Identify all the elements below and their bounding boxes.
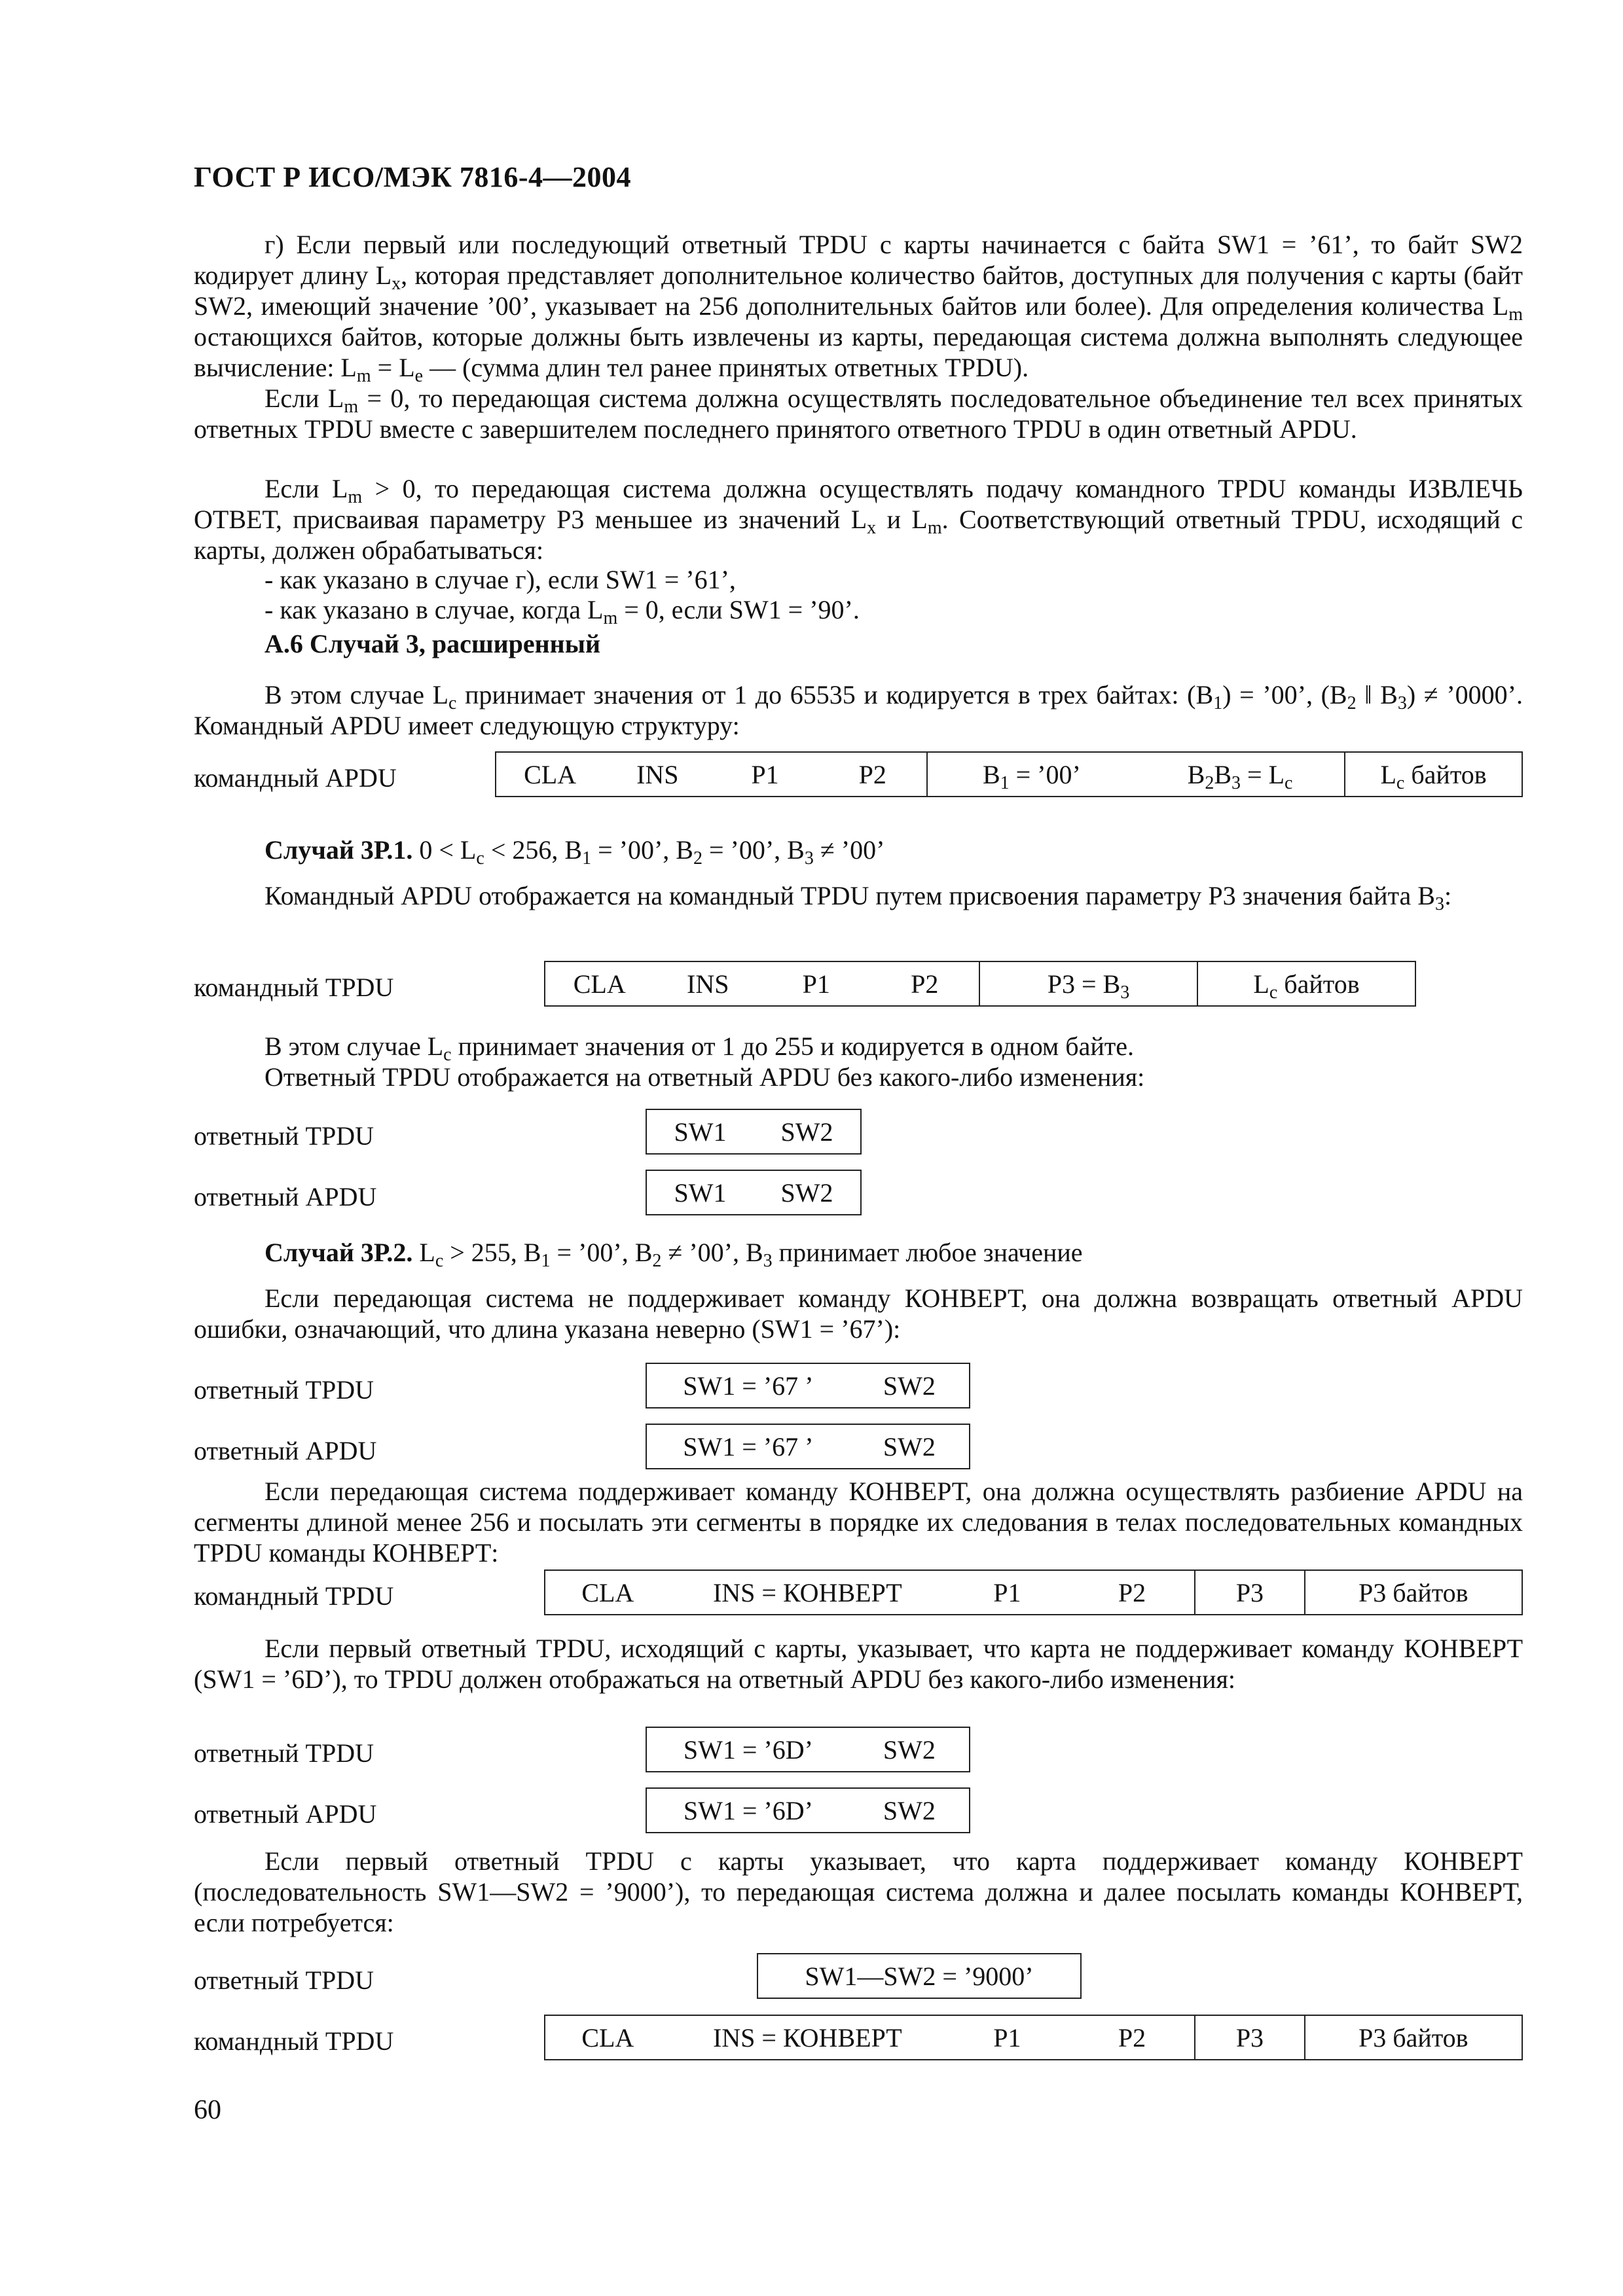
subscript: 3 xyxy=(1434,894,1444,914)
paragraph-3e2-c: Если первый ответный TPDU, исходящий с карты, указывает, что карта не поддерживает команду КОНВЕРТ (SW1 = ’6D’), то TPDU должен отображаться на ответный APDU без какого-либо изменения: xyxy=(194,1634,1523,1694)
text: = 0, то передающая система должна осуществлять последовательное объединение тел всех принятых ответных TPDU вместе с завершителем последнего принятого ответного TPDU в один ответный APDU. xyxy=(194,384,1523,444)
list-item-1: - как указано в случае г), если SW1 = ’61’, xyxy=(264,565,736,594)
paragraph-case-g xyxy=(194,229,1523,386)
row-label: командный TPDU xyxy=(194,973,394,1002)
subscript: x xyxy=(867,518,877,538)
cell: P3 xyxy=(1235,2022,1264,2053)
cell: SW2 xyxy=(780,1177,833,1208)
text: > 0, то передающая система должна осуществлять подачу командного TPDU команды ИЗВЛЕЧЬ ОТВЕТ, присваивая параметру P3 меньшее из значений L xyxy=(194,474,1523,534)
text: B xyxy=(982,759,1000,789)
case-3e2-heading xyxy=(264,1237,1083,1271)
cell: P1 xyxy=(751,759,779,789)
response-tpdu-box xyxy=(646,1363,970,1408)
paragraph-3e1-b xyxy=(194,1031,1523,1065)
bold-text: Случай 3Р.1. xyxy=(264,835,413,865)
subscript: 3 xyxy=(804,848,814,869)
lc-cell xyxy=(1197,961,1415,1006)
cell: P2 xyxy=(858,759,886,789)
subscript: c xyxy=(1269,982,1278,1003)
subscript: 2 xyxy=(693,848,702,869)
text: , которая представляет дополнительное количество байтов, доступных для получения с карты (байт SW2, имеющий значение ’00’, указывает на 256 дополнительных байтов или более). Для определения количества L xyxy=(194,260,1523,321)
envelope-command-table-2 xyxy=(544,2015,1523,2060)
response-tpdu-box xyxy=(646,1109,862,1155)
header-cells xyxy=(545,2015,1195,2060)
p3-cell xyxy=(979,961,1197,1006)
sw-cells xyxy=(646,1788,970,1833)
text: > 255, B xyxy=(443,1238,541,1267)
sw-cells xyxy=(646,1727,970,1772)
cell: SW1 xyxy=(674,1177,727,1208)
subscript: e xyxy=(414,366,424,386)
text: = ’00’, B xyxy=(591,835,693,865)
p3-cell xyxy=(1195,2015,1304,2060)
text: ) = ’00’, (B xyxy=(1222,680,1347,709)
subscript: m xyxy=(1508,304,1523,325)
text: L xyxy=(412,1238,435,1267)
cell: SW1 xyxy=(674,1117,727,1147)
subscript: 3 xyxy=(1231,772,1241,793)
subscript: 1 xyxy=(1213,693,1223,713)
text: принимает значения от 1 до 65535 и кодируется в трех байтах: (B xyxy=(456,680,1214,709)
row-label: ответный TPDU xyxy=(194,1965,374,1995)
row-label: ответный APDU xyxy=(194,1799,377,1829)
cell-b1 xyxy=(928,759,1136,793)
document-header: ГОСТ Р ИСО/МЭК 7816-4—2004 xyxy=(194,161,632,193)
row-label: ответный TPDU xyxy=(194,1375,374,1405)
text: = ’00’ xyxy=(1009,759,1081,789)
response-apdu-box xyxy=(646,1424,970,1469)
sw-cells xyxy=(757,1954,1081,1998)
text: 0 < L xyxy=(412,835,477,865)
text: B xyxy=(1187,759,1205,789)
subscript: 3 xyxy=(1397,693,1407,713)
text: = ’00’, B xyxy=(702,835,805,865)
page-number: 60 xyxy=(194,2095,221,2125)
subscript: m xyxy=(927,518,942,538)
p3-bytes-cell xyxy=(1305,2015,1522,2060)
row-label: ответный TPDU xyxy=(194,1738,374,1768)
text: ‖ B xyxy=(1356,680,1398,709)
text: В этом случае L xyxy=(264,1031,444,1061)
subscript: c xyxy=(435,1251,444,1271)
subscript: 2 xyxy=(652,1251,662,1271)
cell: SW1—SW2 = ’9000’ xyxy=(805,1961,1034,1991)
text: P3 = B xyxy=(1047,969,1121,999)
subscript: c xyxy=(443,1045,452,1065)
lc-cell xyxy=(1345,752,1522,797)
cell: CLA xyxy=(524,759,577,789)
cell-b2b3 xyxy=(1136,759,1344,793)
cell: SW1 = ’6D’ xyxy=(683,1795,813,1825)
b-cells xyxy=(927,752,1345,797)
text: = L xyxy=(371,353,415,382)
subscript: 1 xyxy=(541,1251,551,1271)
paragraph-3e2-d: Если первый ответный TPDU с карты указывает, что карта поддерживает команду КОНВЕРТ (последовательность SW1—SW2 = ’9000’), то передающая система должна и далее посылать команды КОНВЕРТ, если потребуется: xyxy=(194,1846,1523,1937)
subscript: c xyxy=(476,848,484,869)
cell: P1 xyxy=(993,2022,1021,2053)
envelope-command-table xyxy=(544,1570,1523,1615)
subscript: c xyxy=(448,693,457,713)
header-cells xyxy=(545,1570,1195,1615)
subscript: m xyxy=(344,397,359,417)
subscript: c xyxy=(1285,772,1293,793)
cell: CLA xyxy=(573,969,626,999)
cell: P2 xyxy=(911,969,939,999)
list-item-2 xyxy=(264,594,860,628)
row-label: ответный APDU xyxy=(194,1436,377,1465)
text: = L xyxy=(1241,759,1285,789)
text: . Соответствующий ответный TPDU, исходящий с карты, должен обрабатываться: xyxy=(194,505,1523,565)
subscript: 3 xyxy=(1120,982,1130,1003)
cell: P2 xyxy=(1118,1577,1146,1607)
cell: CLA xyxy=(581,1577,634,1607)
p3-cell xyxy=(1195,1570,1304,1615)
text: ≠ ’00’ xyxy=(813,835,885,865)
command-apdu-table xyxy=(495,751,1523,797)
cell: SW2 xyxy=(883,1734,936,1765)
cell: P3 байтов xyxy=(1358,2022,1468,2053)
response-9000-box xyxy=(757,1953,1082,1999)
text: < 256, B xyxy=(484,835,583,865)
text: принимает любое значение xyxy=(772,1238,1083,1267)
subscript: 3 xyxy=(763,1251,773,1271)
subscript: c xyxy=(1396,772,1405,793)
text: = ’00’, B xyxy=(550,1238,653,1267)
text: байтов xyxy=(1404,759,1487,789)
text: B xyxy=(1214,759,1232,789)
subscript: 2 xyxy=(1347,693,1357,713)
section-heading-a6: А.6 Случай 3, расширенный xyxy=(264,629,601,658)
text: ) ≠ ’0000’. Командный APDU имеет следующую структуру: xyxy=(194,680,1523,740)
cell: SW2 xyxy=(780,1117,833,1147)
row-label: командный TPDU xyxy=(194,2026,394,2056)
cell: CLA xyxy=(581,2022,634,2053)
cell: INS = КОНВЕРТ xyxy=(712,2022,902,2053)
paragraph-lm-positive xyxy=(194,473,1523,565)
text: байтов xyxy=(1277,969,1360,999)
subscript: m xyxy=(603,608,618,628)
sw-cells xyxy=(646,1170,861,1215)
paragraph-3e1-c: Ответный TPDU отображается на ответный APDU без какого-либо изменения: xyxy=(264,1062,1145,1092)
text: ≠ ’00’, B xyxy=(661,1238,763,1267)
text: L xyxy=(1253,969,1269,999)
bold-text: Случай 3Р.2. xyxy=(264,1238,413,1267)
paragraph-3e2-a: Если передающая система не поддерживает команду КОНВЕРТ, она должна возвращать ответный APDU ошибки, означающий, что длина указана неверно (SW1 = ’67’): xyxy=(194,1283,1523,1344)
text: = 0, если SW1 = ’90’. xyxy=(617,595,860,624)
row-label: командный TPDU xyxy=(194,1581,394,1611)
case-3e1-heading xyxy=(264,834,885,869)
cell: INS = КОНВЕРТ xyxy=(712,1577,902,1607)
response-apdu-box xyxy=(646,1170,862,1215)
command-tpdu-table xyxy=(544,961,1416,1007)
text: : xyxy=(1444,881,1452,910)
row-label: командный APDU xyxy=(194,763,397,793)
cell: P3 xyxy=(1235,1577,1264,1607)
sw-cells xyxy=(646,1363,970,1408)
text: — (сумма длин тел ранее принятых ответных TPDU). xyxy=(423,353,1029,382)
text: принимает значения от 1 до 255 и кодируется в одном байте. xyxy=(451,1031,1134,1061)
paragraph-lm-zero xyxy=(194,383,1523,444)
text: остающихся байтов, которые должны быть извлечены из карты, передающая система должна выполнять следующее вычисление: L xyxy=(194,322,1523,382)
cell: SW2 xyxy=(883,1795,936,1825)
cell: P3 байтов xyxy=(1358,1577,1468,1607)
text: Если L xyxy=(264,384,344,413)
text: и L xyxy=(876,505,928,534)
subscript: x xyxy=(392,274,401,294)
header-cells xyxy=(545,961,979,1006)
subscript: m xyxy=(348,487,363,507)
header-cells xyxy=(496,752,927,797)
cell: SW2 xyxy=(883,1371,936,1401)
text: L xyxy=(1380,759,1396,789)
cell: INS xyxy=(636,759,679,789)
response-tpdu-box xyxy=(646,1727,970,1772)
cell: INS xyxy=(687,969,729,999)
subscript: m xyxy=(356,366,371,386)
text: г) Если первый или последующий ответный TPDU с карты начинается с байта SW1 = ’61’, то байт SW2 кодирует длину L xyxy=(194,230,1523,290)
paragraph-a6 xyxy=(194,679,1523,741)
cell: SW1 = ’6D’ xyxy=(683,1734,813,1765)
cell: P1 xyxy=(802,969,830,999)
subscript: 2 xyxy=(1205,772,1214,793)
text: В этом случае L xyxy=(264,680,449,709)
sw-cells xyxy=(646,1109,861,1154)
text: - как указано в случае, когда L xyxy=(264,595,604,624)
cell: P2 xyxy=(1118,2022,1146,2053)
text: Если L xyxy=(264,474,348,503)
cell: P1 xyxy=(993,1577,1021,1607)
paragraph-3e2-b: Если передающая система поддерживает команду КОНВЕРТ, она должна осуществлять разбиение APDU на сегменты длиной менее 256 и посылать эти сегменты в порядке их следования в телах последовательных командных TPDU команды КОНВЕРТ: xyxy=(194,1477,1523,1568)
response-apdu-box xyxy=(646,1787,970,1833)
row-label: ответный TPDU xyxy=(194,1121,374,1151)
cell: SW1 = ’67 ’ xyxy=(683,1371,814,1401)
subscript: 1 xyxy=(1000,772,1010,793)
subscript: 1 xyxy=(582,848,592,869)
cell: SW2 xyxy=(883,1431,936,1462)
sw-cells xyxy=(646,1424,970,1469)
p3-bytes-cell xyxy=(1305,1570,1522,1615)
paragraph-3e1-a xyxy=(194,880,1523,914)
row-label: ответный APDU xyxy=(194,1182,377,1211)
cell: SW1 = ’67 ’ xyxy=(683,1431,814,1462)
text: Командный APDU отображается на командный TPDU путем присвоения параметру P3 значения байта B xyxy=(264,881,1435,910)
